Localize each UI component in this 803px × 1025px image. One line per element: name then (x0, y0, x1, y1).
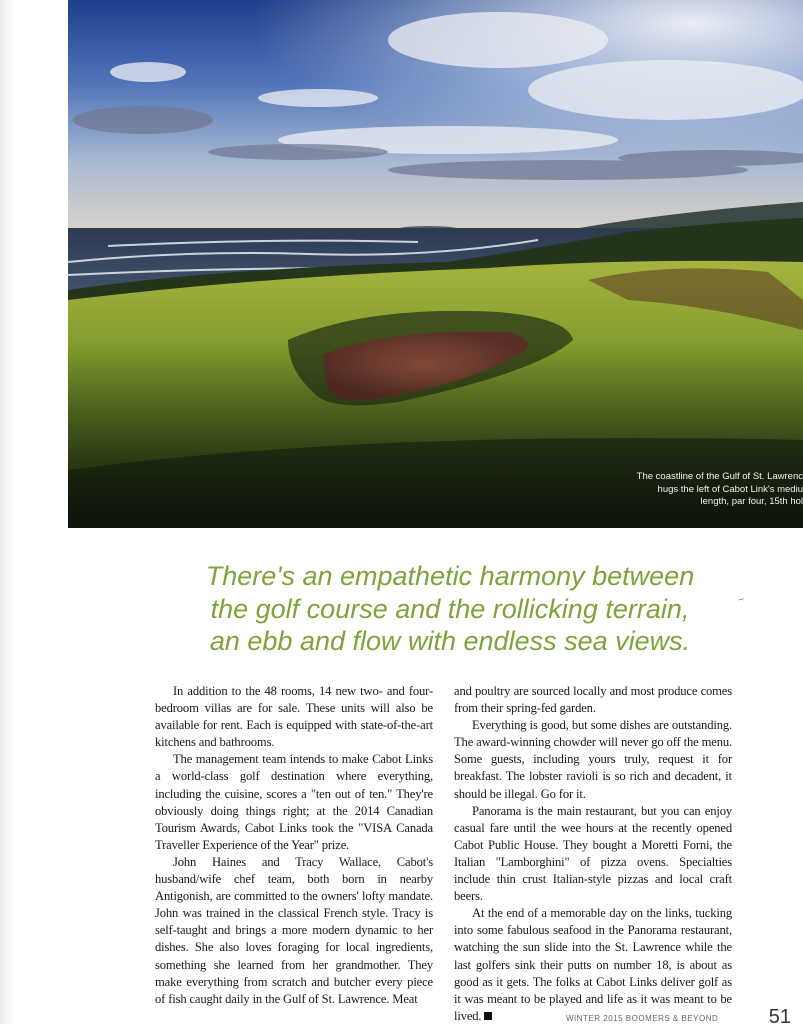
page-number: 51 (768, 1006, 791, 1024)
photo-caption (633, 471, 803, 509)
article-column-right (454, 683, 732, 1025)
article-paragraph-continued: and poultry are sourced locally and most produce comes from their spring-fed garden. (454, 684, 732, 716)
golf-course-photo (68, 0, 803, 528)
article-paragraph: John Haines and Tracy Wallace, Cabot's husband/wife chef team, both born in nearby Antigonish, are committed to the owners' lofty mandate. John was trained in the classical French style. Tracy is self-taught and brings a more modern dynamic to her dishes. She also loves foraging for local ingredients, something she learned from her grandmother. They make everything from scratch and butcher every piece of fish caught daily in the Gulf of St. Lawrence. Meat (155, 854, 433, 1006)
pull-quote-line: the golf course and the rollicking terrain, (210, 593, 690, 624)
hero-photo (68, 0, 803, 528)
caption-line: length, par four, 15th hol (700, 496, 803, 507)
pull-quote-line: an ebb and flow with endless sea views. (209, 626, 691, 656)
caption-line (633, 484, 803, 497)
article-paragraph: The management team intends to make Cabot Links a world-class golf destination where everything, including the cuisine, scores a "ten out of ten." They're obviously doing things right; at the 2014 Canadian Tourism Awards, Cabot Links took the "VISA Canada Traveller Experience of the Year" prize. (155, 752, 433, 852)
article-column-left (155, 683, 433, 1008)
decorative-swash: ~ (736, 593, 747, 607)
article-paragraph: In addition to the 48 rooms, 14 new two- and four-bedroom villas are for sale. These units will also be available for rent. Each is equipped with state-of-the-art kitchens and bathrooms. (155, 684, 433, 750)
caption-line-text: hugs the left of Cabot Link's mediu (657, 483, 803, 495)
article-paragraph-text: At the end of a memorable day on the links, tucking into some fabulous seafood in the Panorama restaurant, watching the sun slide into the St. Lawrence while the last golfers sink their putts on number 18, is about as good as it gets. The folks at Cabot Links deliver golf as it was meant to be played and life as it was meant to be lived. (454, 906, 732, 1023)
caption-line: The coastline of the Gulf of St. Lawrenc (636, 471, 803, 482)
page-edge-shadow (0, 0, 14, 1024)
article-paragraph: Panorama is the main restaurant, but you can enjoy casual fare until the wee hours at the recently opened Cabot Public House. They bought a Moretti Forni, the Italian "Lamborghini" of pizza ovens. Specialties include thin crust Italian-style pizzas and local craft beers. (454, 803, 732, 904)
page-folio (566, 1004, 803, 1024)
end-mark-icon (484, 1012, 492, 1020)
publication-name: WINTER 2015 BOOMERS & BEYOND (566, 1014, 719, 1023)
pull-quote (150, 560, 750, 658)
pull-quote-line: There's an empathetic harmony between (205, 561, 695, 591)
article-paragraph: Everything is good, but some dishes are outstanding. The award-winning chowder will never go off the menu. Some guests, including yours truly, request it for breakfast. The lobster ravioli is so rich and decadent, it should be illegal. Go for it. (454, 718, 732, 801)
